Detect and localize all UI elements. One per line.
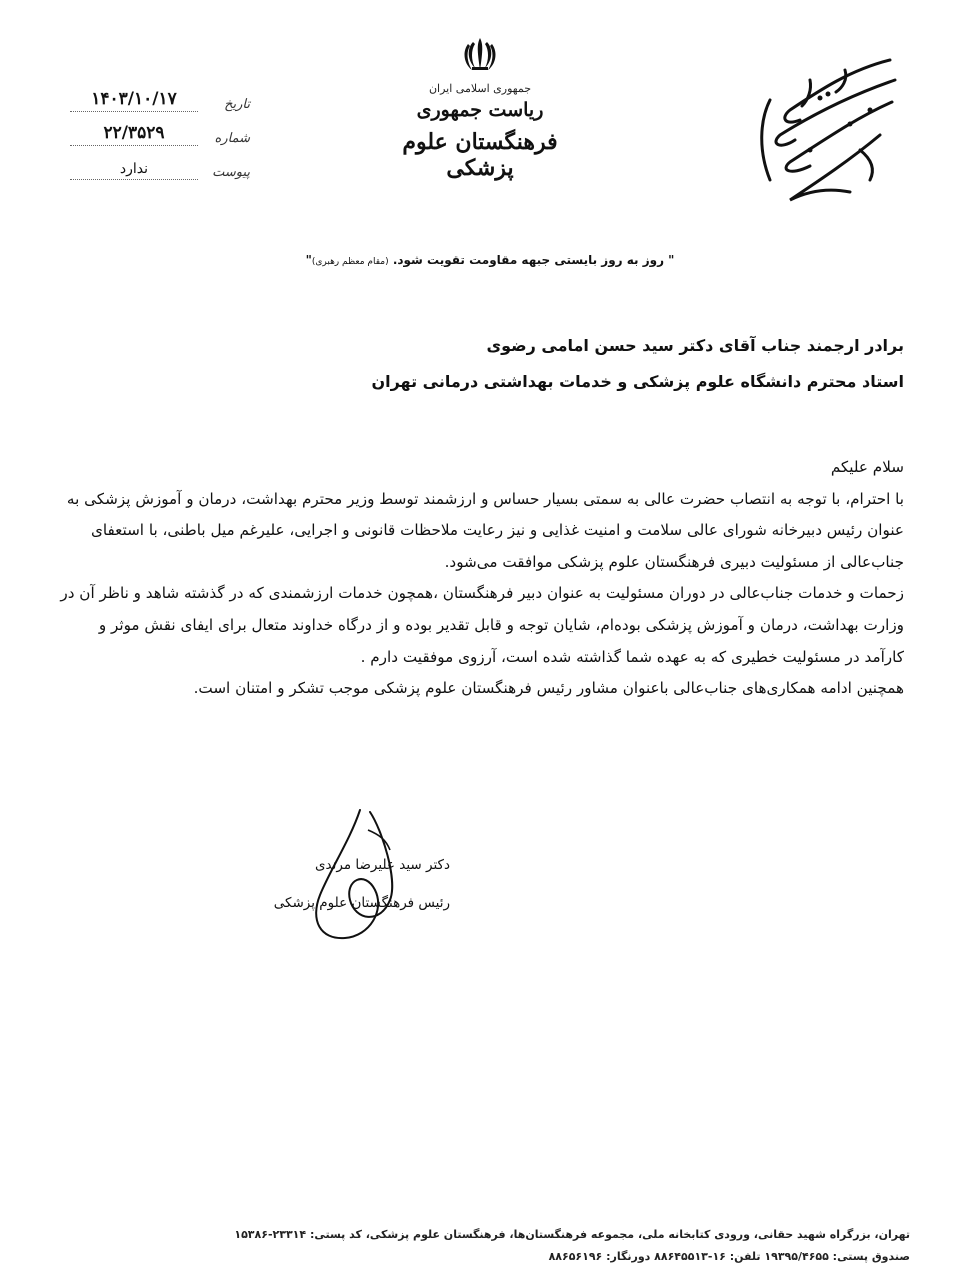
body-paragraph-2: زحمات و خدمات جناب‌عالی در دوران مسئولیت به عنوان دبیر فرهنگستان ،همچون خدمات ارزشمندی که در گذشته شاهد و ناظر آن در وزارت بهداشت، درمان و آموزش پزشکی بوده‌ام، شایان توجه و قابل تقدیر بوده و از درگاه خداوند متعال برای ایفای نقش موثر و کارآمد در مسئولیت خطیری که به عهده شما گذاشته شده است، آرزوی موفقیت دارم .	[60, 584, 904, 666]
attachment-label: پیوست	[212, 165, 250, 180]
attachment-value: ندارد	[70, 161, 198, 180]
letterhead	[390, 36, 570, 181]
number-row	[70, 112, 250, 146]
addressee-line-2: استاد محترم دانشگاه علوم پزشکی و خدمات بهداشتی درمانی تهران	[371, 372, 904, 391]
leader-quote	[300, 253, 680, 267]
handwritten-signature	[290, 800, 430, 950]
academy-title: فرهنگستان علوم پزشکی	[402, 129, 558, 181]
body-paragraph-3: همچنین ادامه همکاری‌های جناب‌عالی باعنوان مشاور رئیس فرهنگستان علوم پزشکی موجب تشکر و امتنان است.	[193, 679, 904, 698]
date-label: تاریخ	[224, 97, 250, 112]
quote-source: (مقام معظم رهبری)	[311, 257, 389, 267]
letter-meta	[70, 78, 250, 180]
body-paragraph-1: با احترام، با توجه به انتصاب حضرت عالی به سمتی بسیار حساس و ارزشمند توسط وزیر محترم بهداشت، درمان و آموزش پزشکی به عنوان رئیس دبیرخانه شورای عالی سلامت و امنیت غذایی و نیز رعایت ملاحظات قانونی و اجرایی، علیرغم میل باطنی، با استعفای جناب‌عالی از مسئولیت دبیری فرهنگستان علوم پزشکی موافقت می‌شود.	[66, 489, 904, 571]
quote-text: " روز به روز بایستی جبهه مقاومت تقویت شود.	[392, 253, 675, 267]
footer-contact: صندوق پستی: ۱۹۳۹۵/۴۶۵۵ تلفن: ۱۶-۸۸۶۴۵۵۱۳ دورنگار: ۸۸۶۵۶۱۹۶	[548, 1250, 910, 1263]
country-title: جمهوری اسلامی ایران	[428, 82, 532, 95]
addressee-line-1: برادر ارجمند جناب آقای دکتر سید حسن امامی رضوی	[486, 336, 904, 355]
footer-address: تهران، بزرگراه شهید حقانی، ورودی کتابخانه ملی، مجموعه فرهنگستان‌ها، فرهنگستان علوم پزشکی، کد پستی: ۲۳۳۱۴-۱۵۳۸۶	[234, 1228, 910, 1241]
letter-footer	[150, 1224, 910, 1268]
greeting: سلام علیکم	[830, 458, 904, 476]
academy-calligraphy-logo	[750, 40, 900, 210]
date-value: ۱۴۰۳/۱۰/۱۷	[70, 89, 198, 112]
iran-emblem-icon	[463, 36, 497, 72]
signer-title: رئیس فرهنگستان علوم پزشکی	[273, 895, 450, 911]
quote-close: "	[305, 253, 312, 267]
letter-body	[58, 452, 904, 705]
number-value: ۲۲/۳۵۲۹	[70, 123, 198, 146]
addressee-block	[160, 336, 904, 408]
attachment-row	[70, 146, 250, 180]
date-row	[70, 78, 250, 112]
presidency-title: ریاست جمهوری	[416, 99, 544, 121]
signer-name: دکتر سید علیرضا مرندی	[314, 857, 450, 873]
number-label: شماره	[214, 131, 250, 146]
